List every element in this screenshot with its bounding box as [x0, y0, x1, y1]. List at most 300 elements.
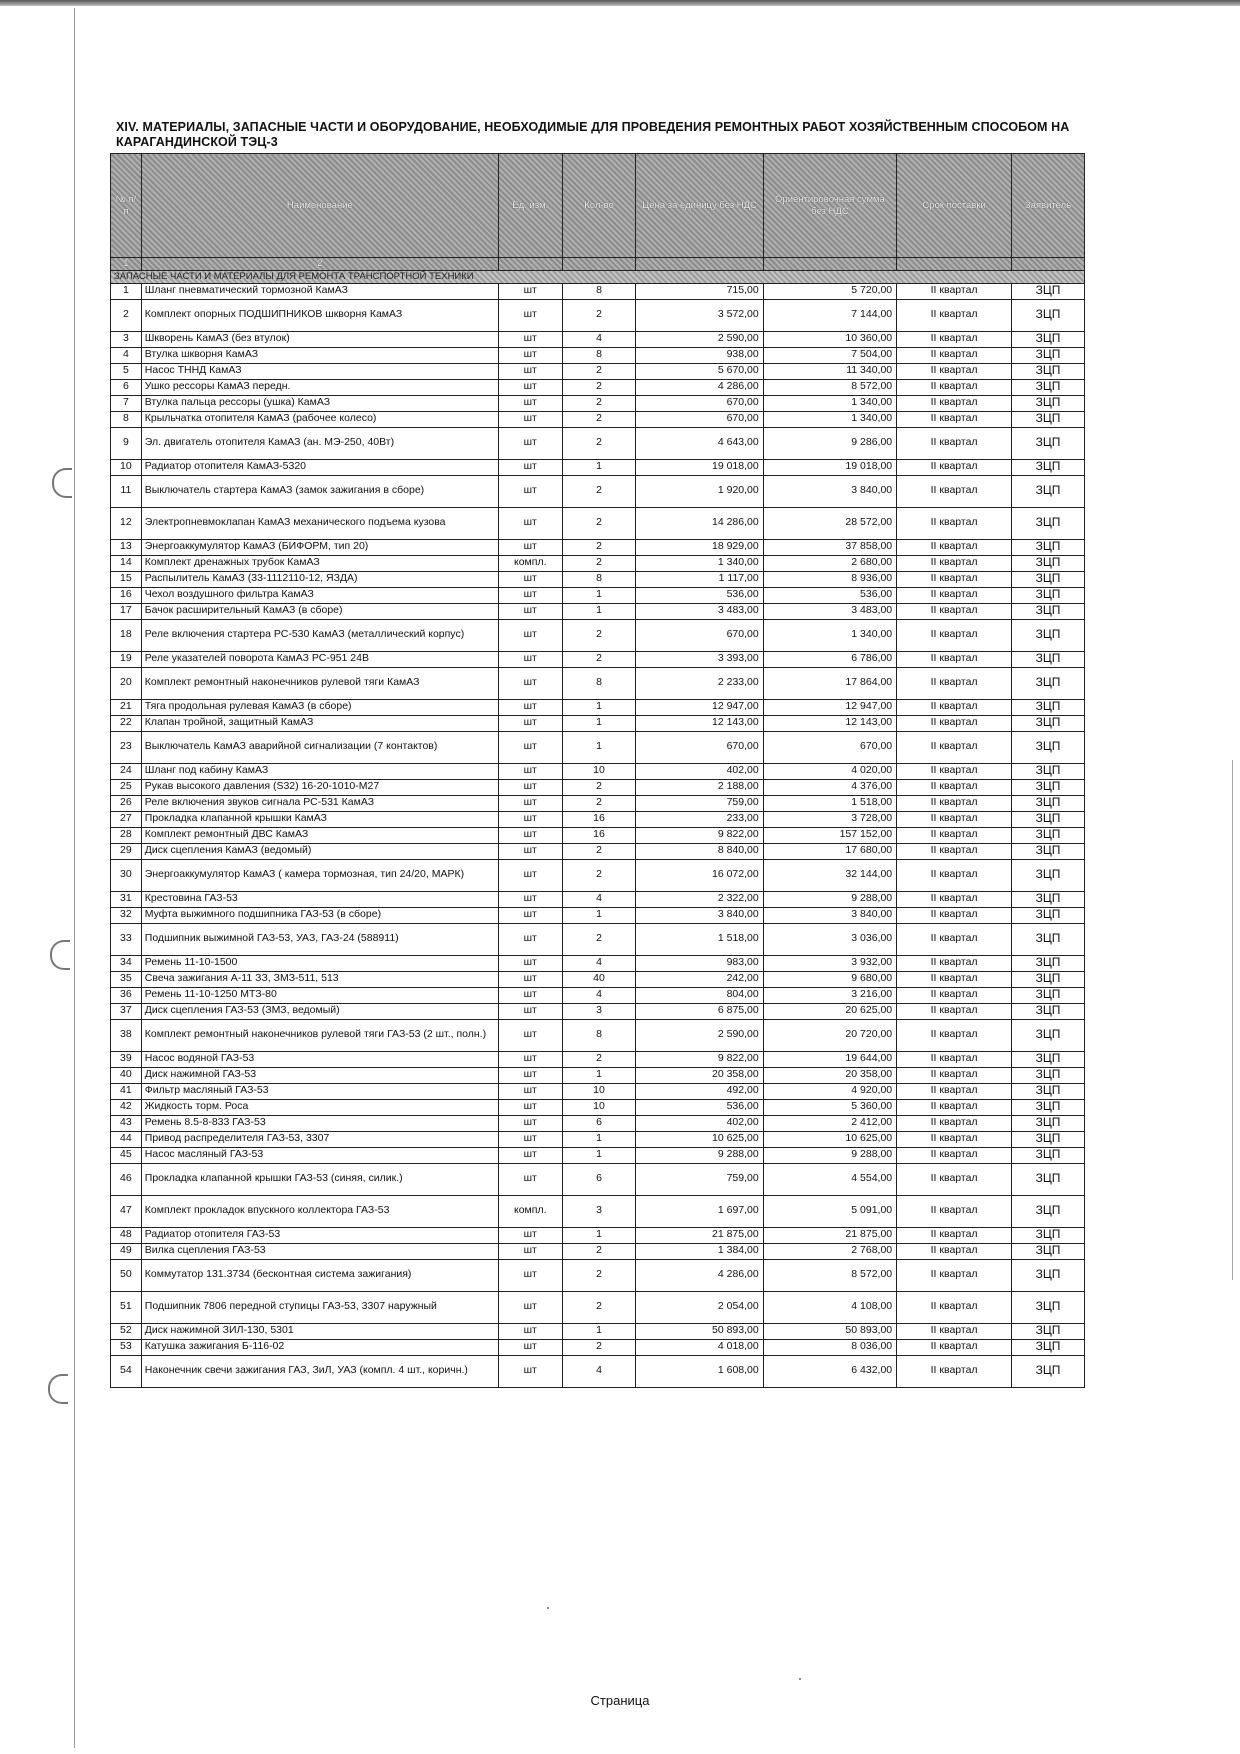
- total-sum: 5 720,00: [763, 283, 896, 299]
- row-number: 13: [111, 539, 142, 555]
- col-header-name: Наименование: [141, 154, 498, 258]
- total-sum: 7 504,00: [763, 347, 896, 363]
- requester: ЗЦП: [1012, 827, 1085, 843]
- item-name: Крестовина ГАЗ-53: [141, 891, 498, 907]
- unit-price: 12 143,00: [636, 715, 763, 731]
- delivery-period: II квартал: [897, 827, 1012, 843]
- row-number: 33: [111, 923, 142, 955]
- quantity: 1: [562, 603, 636, 619]
- row-number: 40: [111, 1067, 142, 1083]
- unit: шт: [498, 1355, 562, 1387]
- requester: ЗЦП: [1012, 571, 1085, 587]
- col-number-2: 2: [141, 258, 498, 271]
- row-number: 3: [111, 331, 142, 347]
- quantity: 4: [562, 955, 636, 971]
- quantity: 10: [562, 1099, 636, 1115]
- unit-price: 536,00: [636, 587, 763, 603]
- quantity: 1: [562, 587, 636, 603]
- total-sum: 9 286,00: [763, 427, 896, 459]
- item-name: Насос водяной ГАЗ-53: [141, 1051, 498, 1067]
- item-name: Комплект ремонтный ДВС КамАЗ: [141, 827, 498, 843]
- requester: ЗЦП: [1012, 811, 1085, 827]
- unit-price: 670,00: [636, 395, 763, 411]
- unit-price: 759,00: [636, 1163, 763, 1195]
- table-row: [111, 827, 1085, 843]
- delivery-period: II квартал: [897, 1291, 1012, 1323]
- table-body: [111, 283, 1085, 1387]
- row-number: 47: [111, 1195, 142, 1227]
- total-sum: 4 020,00: [763, 763, 896, 779]
- total-sum: 17 680,00: [763, 843, 896, 859]
- quantity: 2: [562, 1339, 636, 1355]
- delivery-period: II квартал: [897, 923, 1012, 955]
- unit-price: 4 286,00: [636, 379, 763, 395]
- requester: ЗЦП: [1012, 923, 1085, 955]
- unit: шт: [498, 859, 562, 891]
- unit-price: 804,00: [636, 987, 763, 1003]
- item-name: Ремень 11-10-1250 МТЗ-80: [141, 987, 498, 1003]
- table-row: [111, 651, 1085, 667]
- item-name: Коммутатор 131.3734 (бесконтная система зажигания): [141, 1259, 498, 1291]
- total-sum: 19 644,00: [763, 1051, 896, 1067]
- unit: шт: [498, 347, 562, 363]
- unit-price: 10 625,00: [636, 1131, 763, 1147]
- table-row: [111, 923, 1085, 955]
- requester: ЗЦП: [1012, 731, 1085, 763]
- item-name: Шкворень КамАЗ (без втулок): [141, 331, 498, 347]
- section-label: ЗАПАСНЫЕ ЧАСТИ И МАТЕРИАЛЫ ДЛЯ РЕМОНТА ТРАНСПОРТНОЙ ТЕХНИКИ: [111, 271, 1085, 284]
- col-number-4: [562, 258, 636, 271]
- item-name: Энергоаккумулятор КамАЗ (БИФОРМ, тип 20): [141, 539, 498, 555]
- item-name: Ремень 8.5-8-833 ГАЗ-53: [141, 1115, 498, 1131]
- requester: ЗЦП: [1012, 1131, 1085, 1147]
- unit-price: 938,00: [636, 347, 763, 363]
- unit: шт: [498, 1131, 562, 1147]
- delivery-period: II квартал: [897, 363, 1012, 379]
- quantity: 2: [562, 427, 636, 459]
- quantity: 8: [562, 347, 636, 363]
- delivery-period: II квартал: [897, 1131, 1012, 1147]
- unit: шт: [498, 299, 562, 331]
- requester: ЗЦП: [1012, 299, 1085, 331]
- quantity: 3: [562, 1195, 636, 1227]
- table-row: [111, 283, 1085, 299]
- row-number: 1: [111, 283, 142, 299]
- col-header-requester: Заявитель: [1012, 154, 1085, 258]
- row-number: 16: [111, 587, 142, 603]
- requester: ЗЦП: [1012, 427, 1085, 459]
- table-row: [111, 331, 1085, 347]
- table-row: [111, 619, 1085, 651]
- quantity: 6: [562, 1163, 636, 1195]
- table-row: [111, 1019, 1085, 1051]
- unit: шт: [498, 379, 562, 395]
- unit-price: 670,00: [636, 411, 763, 427]
- col-number-3: [498, 258, 562, 271]
- row-number: 54: [111, 1355, 142, 1387]
- table-row: [111, 1195, 1085, 1227]
- unit-price: 759,00: [636, 795, 763, 811]
- table-row: [111, 955, 1085, 971]
- table-row: [111, 475, 1085, 507]
- unit-price: 3 572,00: [636, 299, 763, 331]
- requester: ЗЦП: [1012, 1355, 1085, 1387]
- table-row: [111, 395, 1085, 411]
- unit: шт: [498, 811, 562, 827]
- total-sum: 4 376,00: [763, 779, 896, 795]
- row-number: 44: [111, 1131, 142, 1147]
- table-row: [111, 971, 1085, 987]
- table-row: [111, 907, 1085, 923]
- row-number: 25: [111, 779, 142, 795]
- unit-price: 12 947,00: [636, 699, 763, 715]
- total-sum: 5 360,00: [763, 1099, 896, 1115]
- total-sum: 9 288,00: [763, 891, 896, 907]
- col-number-8: [1012, 258, 1085, 271]
- item-name: Крыльчатка отопителя КамАЗ (рабочее колесо): [141, 411, 498, 427]
- unit: шт: [498, 283, 562, 299]
- item-name: Диск сцепления ГАЗ-53 (ЗМЗ, ведомый): [141, 1003, 498, 1019]
- total-sum: 1 340,00: [763, 619, 896, 651]
- row-number: 27: [111, 811, 142, 827]
- row-number: 24: [111, 763, 142, 779]
- total-sum: 3 840,00: [763, 907, 896, 923]
- row-number: 5: [111, 363, 142, 379]
- row-number: 28: [111, 827, 142, 843]
- unit-price: 8 840,00: [636, 843, 763, 859]
- quantity: 1: [562, 459, 636, 475]
- quantity: 6: [562, 1115, 636, 1131]
- total-sum: 6 786,00: [763, 651, 896, 667]
- quantity: 4: [562, 331, 636, 347]
- requester: ЗЦП: [1012, 651, 1085, 667]
- row-number: 29: [111, 843, 142, 859]
- unit: шт: [498, 1227, 562, 1243]
- unit-price: 4 018,00: [636, 1339, 763, 1355]
- requester: ЗЦП: [1012, 1115, 1085, 1131]
- unit: шт: [498, 987, 562, 1003]
- table-row: [111, 779, 1085, 795]
- total-sum: 8 936,00: [763, 571, 896, 587]
- unit-price: 233,00: [636, 811, 763, 827]
- delivery-period: II квартал: [897, 555, 1012, 571]
- item-name: Втулка пальца рессоры (ушка) КамАЗ: [141, 395, 498, 411]
- requester: ЗЦП: [1012, 1163, 1085, 1195]
- requester: ЗЦП: [1012, 411, 1085, 427]
- unit: шт: [498, 955, 562, 971]
- unit: шт: [498, 907, 562, 923]
- unit: шт: [498, 571, 562, 587]
- quantity: 1: [562, 1227, 636, 1243]
- total-sum: 12 143,00: [763, 715, 896, 731]
- requester: ЗЦП: [1012, 699, 1085, 715]
- item-name: Бачок расширительный КамАЗ (в сборе): [141, 603, 498, 619]
- requester: ЗЦП: [1012, 1051, 1085, 1067]
- delivery-period: II квартал: [897, 1339, 1012, 1355]
- unit-price: 402,00: [636, 1115, 763, 1131]
- total-sum: 4 920,00: [763, 1083, 896, 1099]
- col-header-unit: Ед. изм.: [498, 154, 562, 258]
- unit-price: 670,00: [636, 731, 763, 763]
- requester: ЗЦП: [1012, 907, 1085, 923]
- row-number: 2: [111, 299, 142, 331]
- quantity: 2: [562, 779, 636, 795]
- row-number: 14: [111, 555, 142, 571]
- delivery-period: II квартал: [897, 1243, 1012, 1259]
- table-row: [111, 347, 1085, 363]
- table-row: [111, 1355, 1085, 1387]
- unit-price: 983,00: [636, 955, 763, 971]
- table-row: [111, 1067, 1085, 1083]
- materials-table-container: [110, 153, 1085, 1388]
- unit-price: 2 233,00: [636, 667, 763, 699]
- unit-price: 50 893,00: [636, 1323, 763, 1339]
- row-number: 38: [111, 1019, 142, 1051]
- total-sum: 17 864,00: [763, 667, 896, 699]
- row-number: 36: [111, 987, 142, 1003]
- delivery-period: II квартал: [897, 763, 1012, 779]
- table-row: [111, 363, 1085, 379]
- item-name: Комплект ремонтный наконечников рулевой тяги ГАЗ-53 (2 шт., полн.): [141, 1019, 498, 1051]
- row-number: 4: [111, 347, 142, 363]
- requester: ЗЦП: [1012, 987, 1085, 1003]
- table-row: [111, 555, 1085, 571]
- row-number: 7: [111, 395, 142, 411]
- total-sum: 2 768,00: [763, 1243, 896, 1259]
- item-name: Подшипник 7806 передной ступицы ГАЗ-53, 3307 наружный: [141, 1291, 498, 1323]
- table-row: [111, 859, 1085, 891]
- row-number: 11: [111, 475, 142, 507]
- col-number-7: [897, 258, 1012, 271]
- unit: шт: [498, 699, 562, 715]
- unit-price: 18 929,00: [636, 539, 763, 555]
- table-row: [111, 763, 1085, 779]
- delivery-period: II квартал: [897, 811, 1012, 827]
- table-row: [111, 1259, 1085, 1291]
- col-header-quantity: Кол-во: [562, 154, 636, 258]
- unit: шт: [498, 891, 562, 907]
- col-header-number: № п/п: [111, 154, 142, 258]
- unit: шт: [498, 779, 562, 795]
- row-number: 51: [111, 1291, 142, 1323]
- total-sum: 3 483,00: [763, 603, 896, 619]
- delivery-period: II квартал: [897, 699, 1012, 715]
- item-name: Насос масляный ГАЗ-53: [141, 1147, 498, 1163]
- row-number: 22: [111, 715, 142, 731]
- unit: шт: [498, 923, 562, 955]
- row-number: 34: [111, 955, 142, 971]
- total-sum: 3 932,00: [763, 955, 896, 971]
- quantity: 2: [562, 411, 636, 427]
- quantity: 2: [562, 619, 636, 651]
- requester: ЗЦП: [1012, 1067, 1085, 1083]
- total-sum: 4 108,00: [763, 1291, 896, 1323]
- total-sum: 157 152,00: [763, 827, 896, 843]
- table-row: [111, 587, 1085, 603]
- delivery-period: II квартал: [897, 427, 1012, 459]
- delivery-period: II квартал: [897, 1099, 1012, 1115]
- delivery-period: II квартал: [897, 1259, 1012, 1291]
- requester: ЗЦП: [1012, 795, 1085, 811]
- unit: шт: [498, 331, 562, 347]
- total-sum: 8 572,00: [763, 1259, 896, 1291]
- requester: ЗЦП: [1012, 715, 1085, 731]
- row-number: 26: [111, 795, 142, 811]
- quantity: 1: [562, 699, 636, 715]
- item-name: Комплект ремонтный наконечников рулевой тяги КамАЗ: [141, 667, 498, 699]
- delivery-period: II квартал: [897, 619, 1012, 651]
- requester: ЗЦП: [1012, 1147, 1085, 1163]
- item-name: Диск сцепления КамАЗ (ведомый): [141, 843, 498, 859]
- total-sum: 20 358,00: [763, 1067, 896, 1083]
- row-number: 17: [111, 603, 142, 619]
- quantity: 4: [562, 1355, 636, 1387]
- delivery-period: II квартал: [897, 379, 1012, 395]
- row-number: 12: [111, 507, 142, 539]
- table-row: [111, 1323, 1085, 1339]
- unit-price: 1 697,00: [636, 1195, 763, 1227]
- item-name: Реле включения звуков сигнала РС-531 КамАЗ: [141, 795, 498, 811]
- table-row: [111, 795, 1085, 811]
- unit: шт: [498, 1163, 562, 1195]
- requester: ЗЦП: [1012, 971, 1085, 987]
- delivery-period: II квартал: [897, 459, 1012, 475]
- delivery-period: II квартал: [897, 1227, 1012, 1243]
- unit: шт: [498, 1243, 562, 1259]
- delivery-period: II квартал: [897, 651, 1012, 667]
- unit: компл.: [498, 555, 562, 571]
- punch-hole-mark: [50, 940, 70, 970]
- unit-price: 2 590,00: [636, 1019, 763, 1051]
- row-number: 46: [111, 1163, 142, 1195]
- table-row: [111, 811, 1085, 827]
- row-number: 41: [111, 1083, 142, 1099]
- quantity: 16: [562, 827, 636, 843]
- table-row: [111, 379, 1085, 395]
- requester: ЗЦП: [1012, 779, 1085, 795]
- quantity: 8: [562, 1019, 636, 1051]
- unit: шт: [498, 667, 562, 699]
- item-name: Эл. двигатель отопителя КамАЗ (ан. МЭ-250, 40Вт): [141, 427, 498, 459]
- unit-price: 5 670,00: [636, 363, 763, 379]
- table-row: [111, 507, 1085, 539]
- delivery-period: II квартал: [897, 411, 1012, 427]
- delivery-period: II квартал: [897, 1195, 1012, 1227]
- delivery-period: II квартал: [897, 603, 1012, 619]
- materials-table: [110, 153, 1085, 1388]
- quantity: 2: [562, 539, 636, 555]
- unit-price: 2 054,00: [636, 1291, 763, 1323]
- col-header-total: Ориентировочная сумма без НДС: [763, 154, 896, 258]
- delivery-period: II квартал: [897, 715, 1012, 731]
- total-sum: 20 720,00: [763, 1019, 896, 1051]
- requester: ЗЦП: [1012, 843, 1085, 859]
- total-sum: 50 893,00: [763, 1323, 896, 1339]
- requester: ЗЦП: [1012, 1243, 1085, 1259]
- delivery-period: II квартал: [897, 667, 1012, 699]
- table-row: [111, 539, 1085, 555]
- row-number: 48: [111, 1227, 142, 1243]
- quantity: 2: [562, 299, 636, 331]
- unit-price: 3 393,00: [636, 651, 763, 667]
- item-name: Энергоаккумулятор КамАЗ ( камера тормозная, тип 24/20, МАРК): [141, 859, 498, 891]
- item-name: Прокладка клапанной крышки ГАЗ-53 (синяя, силик.): [141, 1163, 498, 1195]
- total-sum: 5 091,00: [763, 1195, 896, 1227]
- unit-price: 492,00: [636, 1083, 763, 1099]
- quantity: 1: [562, 1131, 636, 1147]
- delivery-period: II квартал: [897, 283, 1012, 299]
- unit: шт: [498, 427, 562, 459]
- item-name: Клапан тройной, защитный КамАЗ: [141, 715, 498, 731]
- delivery-period: II квартал: [897, 971, 1012, 987]
- quantity: 2: [562, 651, 636, 667]
- row-number: 42: [111, 1099, 142, 1115]
- row-number: 43: [111, 1115, 142, 1131]
- item-name: Комплект опорных ПОДШИПНИКОВ шкворня КамАЗ: [141, 299, 498, 331]
- unit-price: 4 643,00: [636, 427, 763, 459]
- quantity: 8: [562, 571, 636, 587]
- table-row: [111, 411, 1085, 427]
- requester: ЗЦП: [1012, 1339, 1085, 1355]
- delivery-period: II квартал: [897, 779, 1012, 795]
- row-number: 18: [111, 619, 142, 651]
- quantity: 3: [562, 1003, 636, 1019]
- total-sum: 7 144,00: [763, 299, 896, 331]
- requester: ЗЦП: [1012, 1083, 1085, 1099]
- table-row: [111, 1147, 1085, 1163]
- header-row: [111, 154, 1085, 258]
- item-name: Ушко рессоры КамАЗ передн.: [141, 379, 498, 395]
- requester: ЗЦП: [1012, 539, 1085, 555]
- delivery-period: II квартал: [897, 539, 1012, 555]
- unit-price: 715,00: [636, 283, 763, 299]
- quantity: 2: [562, 379, 636, 395]
- item-name: Насос ТННД КамАЗ: [141, 363, 498, 379]
- requester: ЗЦП: [1012, 603, 1085, 619]
- table-row: [111, 1051, 1085, 1067]
- quantity: 2: [562, 795, 636, 811]
- item-name: Наконечник свечи зажигания ГАЗ, ЗиЛ, УАЗ (компл. 4 шт., коричн.): [141, 1355, 498, 1387]
- row-number: 6: [111, 379, 142, 395]
- unit-price: 9 288,00: [636, 1147, 763, 1163]
- row-number: 45: [111, 1147, 142, 1163]
- delivery-period: II квартал: [897, 891, 1012, 907]
- quantity: 1: [562, 907, 636, 923]
- quantity: 1: [562, 1067, 636, 1083]
- quantity: 2: [562, 1051, 636, 1067]
- unit: шт: [498, 587, 562, 603]
- unit: компл.: [498, 1195, 562, 1227]
- table-row: [111, 715, 1085, 731]
- col-number-5: [636, 258, 763, 271]
- total-sum: 1 340,00: [763, 395, 896, 411]
- col-header-delivery: Срок поставки: [897, 154, 1012, 258]
- scan-top-edge: [0, 0, 1240, 6]
- table-row: [111, 427, 1085, 459]
- unit: шт: [498, 1147, 562, 1163]
- total-sum: 3 840,00: [763, 475, 896, 507]
- scan-speck: [547, 1607, 549, 1609]
- delivery-period: II квартал: [897, 1019, 1012, 1051]
- quantity: 2: [562, 1243, 636, 1259]
- quantity: 1: [562, 715, 636, 731]
- requester: ЗЦП: [1012, 1019, 1085, 1051]
- unit-price: 1 518,00: [636, 923, 763, 955]
- delivery-period: II квартал: [897, 731, 1012, 763]
- item-name: Вилка сцепления ГАЗ-53: [141, 1243, 498, 1259]
- table-row: [111, 1227, 1085, 1243]
- unit-price: 3 840,00: [636, 907, 763, 923]
